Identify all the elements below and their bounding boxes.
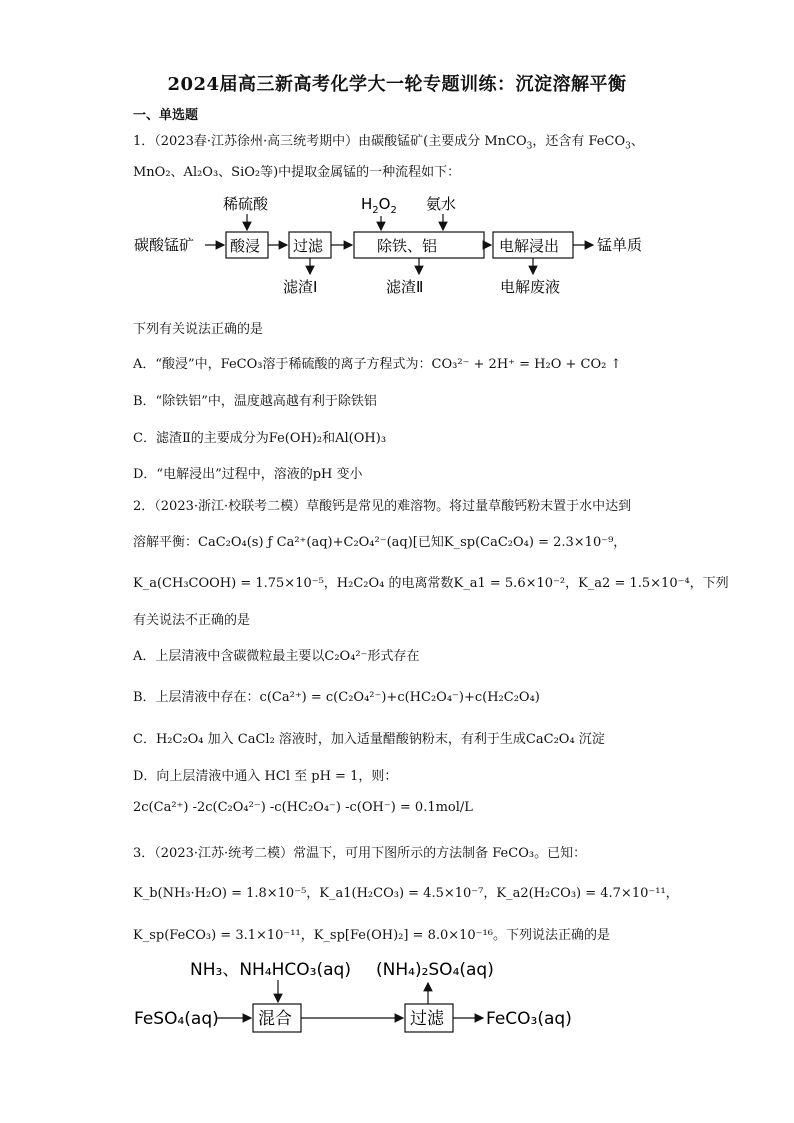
q3-stem-line1: 3．（2023·江苏·统考二模）常温下，可用下图所示的方法制备 FeCO₃。已知：	[133, 846, 587, 861]
q1-option-d: D．“电解浸出”过程中，溶液的pH 变小	[133, 467, 363, 482]
q3-box1-label: 混合	[258, 1009, 292, 1029]
q1-h2o2-h: H	[361, 195, 373, 213]
q2-stem-line3: K_a(CH₃COOH) = 1.75×10⁻⁵，H₂C₂O₄ 的电离常数K_a1 = 5.6×10⁻²，K_a2 = 1.5×10⁻⁴，下列	[133, 576, 729, 591]
q3-flow-start: FeSO₄(aq)	[134, 1009, 219, 1029]
q1-box1-top: 稀硫酸	[223, 195, 269, 213]
q1-stem-line1: 1．（2023春·江苏徐州·高三统考期中）由碳酸锰矿(主要成分 MnCO$_3$，还含有 FeCO$_3$、	[133, 134, 644, 152]
q2-option-b: B．上层清液中存在：c(Ca²⁺) = c(C₂O₄²⁻)+c(HC₂O₄⁻)+c(H₂C₂O₄)	[133, 690, 540, 705]
q1-box3-label: 除铁、铝	[377, 237, 438, 255]
page-title: 2024届高三新高考化学大一轮专题训练：沉淀溶解平衡	[167, 74, 627, 95]
q3-box1-top: NH₃、NH₄HCO₃(aq)	[190, 960, 351, 980]
q2-stem-line4: 有关说法不正确的是	[133, 613, 251, 628]
q1-box3-bottom: 滤渣Ⅱ	[386, 278, 424, 296]
q1-stem-b: ，还含有 FeCO	[532, 134, 626, 149]
q3-box2-top: (NH₄)₂SO₄(aq)	[376, 960, 494, 980]
q1-stem-a: 1．（2023春·江苏徐州·高三统考期中）由碳酸锰矿(主要成分 MnCO	[133, 134, 527, 149]
section-heading: 一、单选题	[133, 108, 199, 123]
q1-h2o2-o: O	[378, 195, 391, 213]
q3-box2-label: 过滤	[410, 1009, 444, 1029]
q3-flow-end: FeCO₃(aq)	[486, 1009, 572, 1029]
q2-option-c: C．H₂C₂O₄ 加入 CaCl₂ 溶液时，加入适量醋酸钠粉末，有利于生成CaC₂O₄ 沉淀	[133, 732, 605, 747]
q3-flow-diagram	[130, 950, 600, 1040]
q1-option-b: B．“除铁铝”中，温度越高越有利于除铁铝	[133, 394, 377, 409]
q2-stem-line2: 溶解平衡：CaC₂O₄(s) ƒ Ca²⁺(aq)+C₂O₄²⁻(aq)[已知K_sp(CaC₂O₄) = 2.3×10⁻⁹，	[133, 535, 627, 550]
q1-stem-line2: MnO₂、Al₂O₃、SiO₂等)中提取金属锰的一种流程如下：	[133, 165, 461, 180]
q3-stem-line3: K_sp(FeCO₃) = 3.1×10⁻¹¹，K_sp[Fe(OH)₂] = 8.0×10⁻¹⁶。下列说法正确的是	[133, 928, 610, 943]
q1-option-a: A．“酸浸”中，FeCO₃溶于稀硫酸的离子方程式为：CO₃²⁻ + 2H⁺ = H₂O + CO₂ ↑	[133, 357, 622, 372]
q3-stem-line2: K_b(NH₃·H₂O) = 1.8×10⁻⁵，K_a1(H₂CO₃) = 4.5×10⁻⁷，K_a2(H₂CO₃) = 4.7×10⁻¹¹，	[133, 886, 679, 901]
q2-stem-line1: 2．（2023·浙江·校联考二模）草酸钙是常见的难溶物。将过量草酸钙粉末置于水中达到	[133, 499, 632, 514]
q1-flow-diagram	[130, 192, 670, 302]
q1-box3-top-b: 氨水	[426, 195, 457, 213]
q1-flow-end: 锰单质	[597, 236, 643, 254]
q2-option-d: D．向上层清液中通入 HCl 至 pH = 1，则：	[133, 769, 398, 784]
q1-flow-start: 碳酸锰矿	[134, 236, 195, 254]
q1-box2-bottom: 滤渣Ⅰ	[283, 278, 318, 296]
q2-option-d-equation: 2c(Ca²⁺) -2c(C₂O₄²⁻) -c(HC₂O₄⁻) -c(OH⁻) = 0.1mol/L	[133, 800, 473, 815]
q1-box1-label: 酸浸	[230, 237, 261, 255]
svg-text:H2O2: $H_2O_2$	[361, 195, 397, 216]
q1-prompt: 下列有关说法正确的是	[133, 322, 264, 337]
q1-box4-label: 电解浸出	[499, 237, 560, 255]
q1-box4-bottom: 电解废液	[500, 278, 561, 296]
q2-option-a: A．上层清液中含碳微粒最主要以C₂O₄²⁻形式存在	[133, 649, 420, 664]
q1-option-c: C．滤渣Ⅱ的主要成分为Fe(OH)₂和Al(OH)₃	[133, 431, 387, 446]
q1-box2-label: 过滤	[293, 237, 324, 255]
